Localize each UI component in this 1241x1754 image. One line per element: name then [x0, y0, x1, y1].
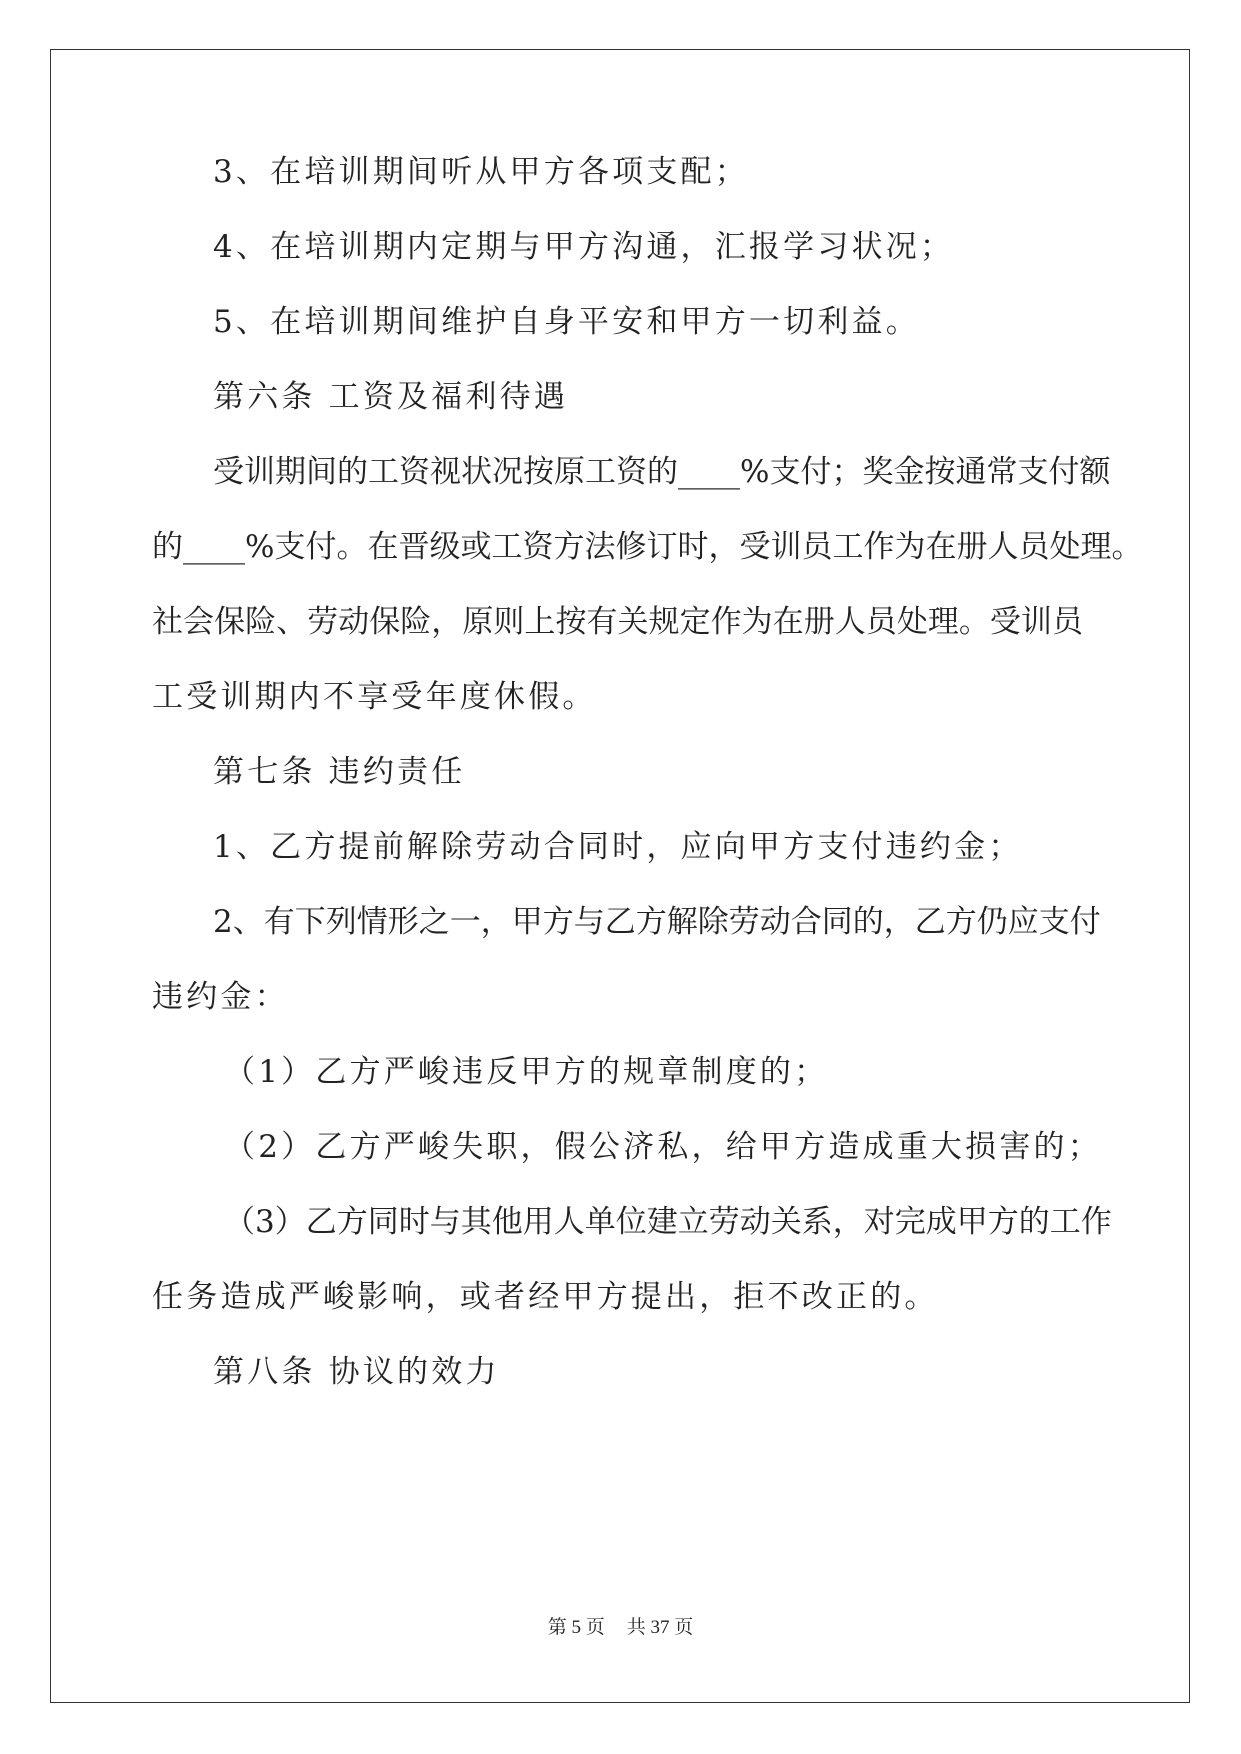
section-heading: 第六条 工资及福利待遇 — [213, 379, 569, 415]
list-item: 4、在培训期内定期与甲方沟通，汇报学习状况； — [213, 229, 955, 265]
section-heading: 第八条 协议的效力 — [213, 1354, 500, 1390]
paragraph-line: 任务造成严峻影响，或者经甲方提出，拒不改正的。 — [152, 1279, 939, 1315]
page-number: 第 5 页 — [547, 1617, 605, 1638]
paragraph-line: 的____%支付。在晋级或工资方法修订时，受训员工作为在册人员处理。 — [152, 529, 1143, 565]
list-item: （1）乙方严峻违反甲方的规章制度的； — [224, 1054, 829, 1090]
list-item: （2）乙方严峻失职，假公济私，给甲方造成重大损害的； — [224, 1129, 1102, 1165]
section-heading: 第七条 违约责任 — [213, 754, 466, 790]
paragraph-line: 受训期间的工资视状况按原工资的____%支付；奖金按通常支付额 — [213, 454, 1111, 490]
paragraph-line: 违约金： — [152, 979, 289, 1015]
list-item: 3、在培训期间听从甲方各项支配； — [213, 154, 749, 190]
page-footer — [0, 1612, 1241, 1639]
page-total: 共 37 页 — [626, 1617, 694, 1638]
paragraph-line: 社会保险、劳动保险，原则上按有关规定作为在册人员处理。受训员 — [152, 604, 1083, 640]
list-item: 1、乙方提前解除劳动合同时，应向甲方支付违约金； — [213, 829, 1023, 865]
list-item: 5、在培训期间维护自身平安和甲方一切利益。 — [213, 304, 920, 340]
list-item: （3）乙方同时与其他用人单位建立劳动关系，对完成甲方的工作 — [224, 1204, 1112, 1240]
paragraph-line: 工受训期内不享受年度休假。 — [152, 679, 597, 715]
page-border — [50, 49, 1190, 1703]
list-item: 2、有下列情形之一，甲方与乙方解除劳动合同的，乙方仍应支付 — [213, 904, 1101, 940]
